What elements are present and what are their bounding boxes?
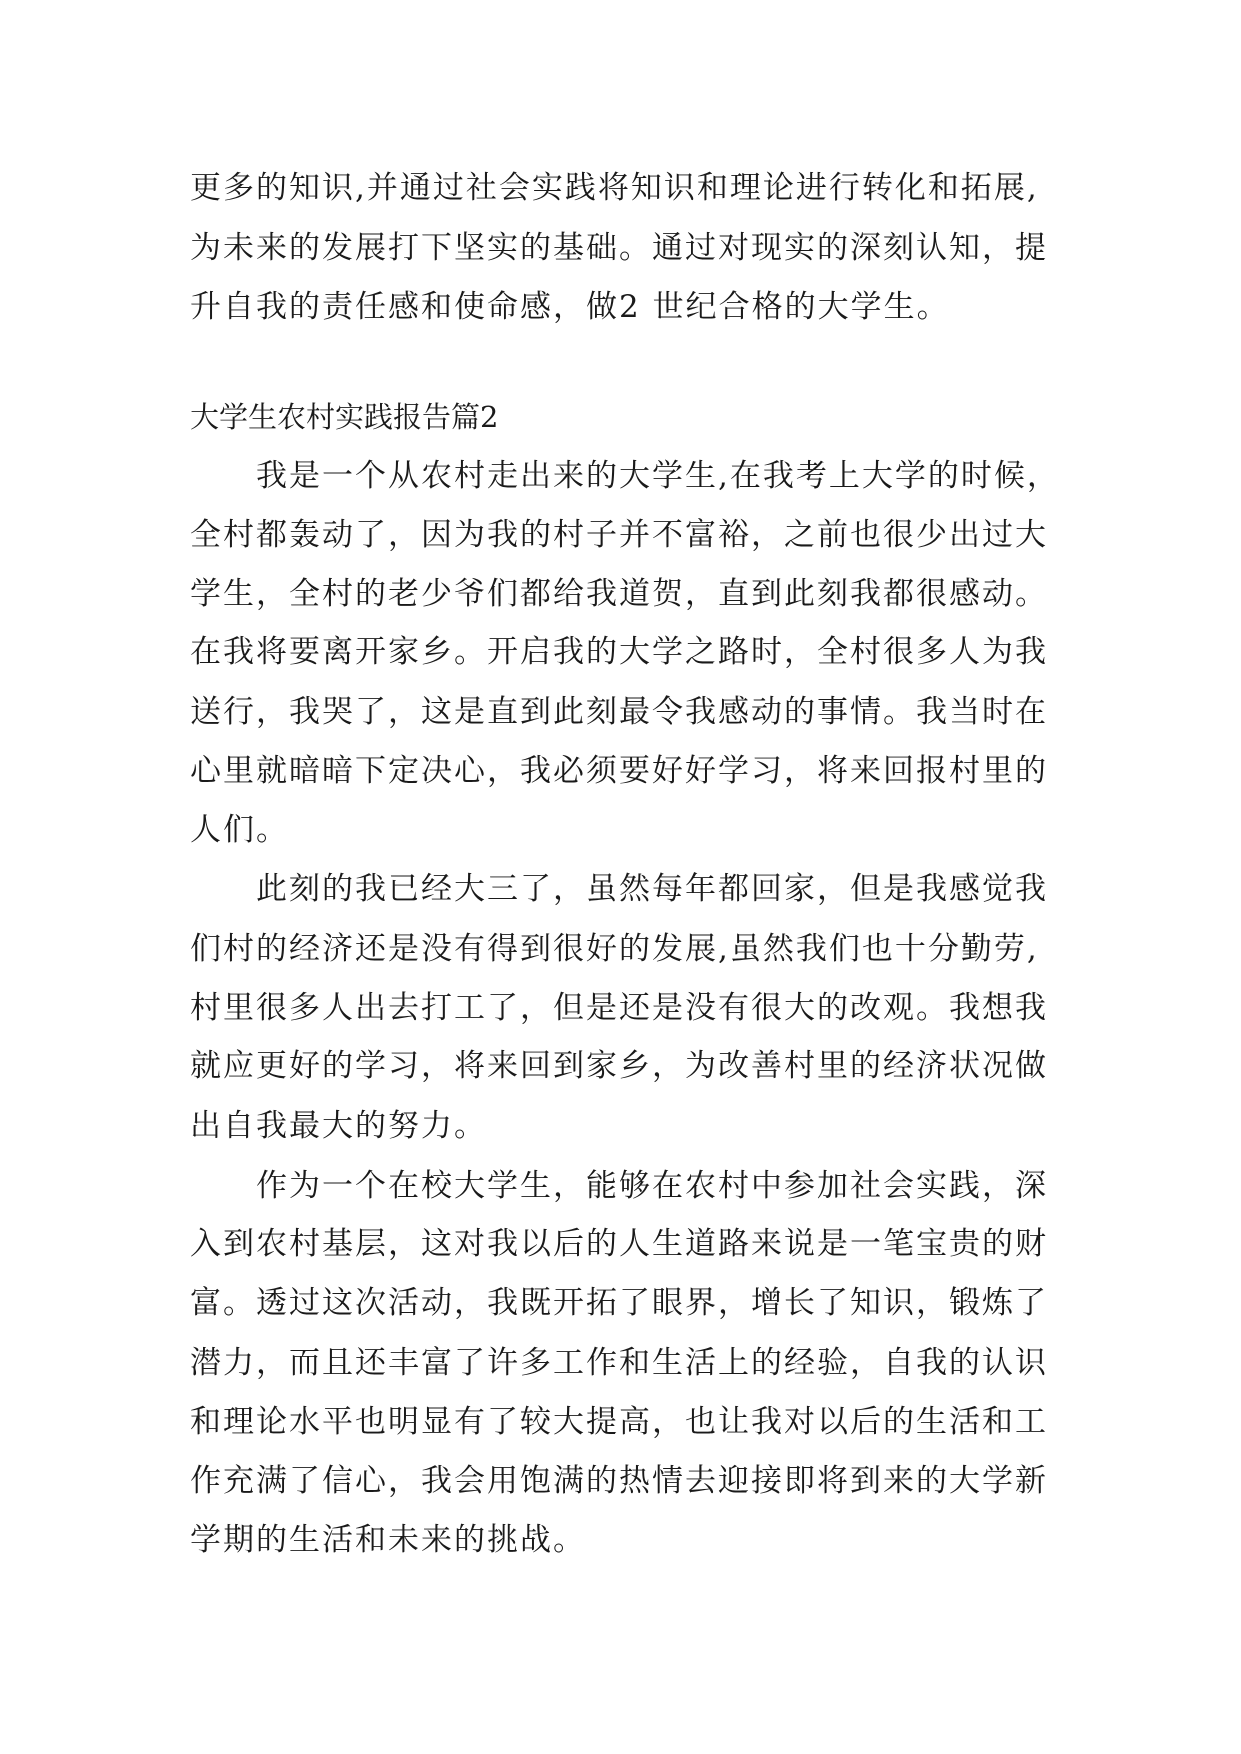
- paragraph-line: 村里很多人出去打工了，但是还是没有很大的改观。我想我: [190, 990, 1048, 1026]
- section-heading: 大学生农村实践报告篇2: [190, 400, 499, 434]
- paragraph-line: 出自我最大的努力。: [190, 1108, 487, 1144]
- intro-line: 升自我的责任感和使命感，做2 世纪合格的大学生。: [190, 289, 950, 325]
- paragraph-line: 送行，我哭了，这是直到此刻最令我感动的事情。我当时在: [190, 694, 1048, 730]
- paragraph-line: 我是一个从农村走出来的大学生,在我考上大学的时候，: [256, 458, 1060, 494]
- intro-line: 为未来的发展打下坚实的基础。通过对现实的深刻认知，提: [190, 230, 1048, 266]
- paragraph-line: 潜力，而且还丰富了许多工作和生活上的经验，自我的认识: [190, 1345, 1048, 1381]
- paragraph-line: 入到农村基层，这对我以后的人生道路来说是一笔宝贵的财: [190, 1226, 1048, 1262]
- paragraph-line: 在我将要离开家乡。开启我的大学之路时，全村很多人为我: [190, 634, 1048, 670]
- paragraph-line: 心里就暗暗下定决心，我必须要好好学习，将来回报村里的: [190, 753, 1048, 789]
- paragraph-line: 富。透过这次活动，我既开拓了眼界，增长了知识，锻炼了: [190, 1285, 1048, 1321]
- paragraph-line: 作为一个在校大学生，能够在农村中参加社会实践，深: [256, 1168, 1048, 1204]
- paragraph-line: 们村的经济还是没有得到很好的发展,虽然我们也十分勤劳,: [190, 931, 1039, 967]
- paragraph-line: 全村都轰动了，因为我的村子并不富裕，之前也很少出过大: [190, 517, 1048, 553]
- paragraph-line: 就应更好的学习，将来回到家乡，为改善村里的经济状况做: [190, 1048, 1048, 1084]
- paragraph-line: 学生，全村的老少爷们都给我道贺，直到此刻我都很感动。: [190, 576, 1048, 612]
- paragraph-line: 作充满了信心，我会用饱满的热情去迎接即将到来的大学新: [190, 1463, 1048, 1499]
- paragraph-line: 人们。: [190, 812, 289, 848]
- paragraph-line: 此刻的我已经大三了，虽然每年都回家，但是我感觉我: [256, 871, 1048, 907]
- intro-line: 更多的知识,并通过社会实践将知识和理论进行转化和拓展,: [190, 170, 1039, 206]
- paragraph-line: 和理论水平也明显有了较大提高，也让我对以后的生活和工: [190, 1404, 1048, 1440]
- paragraph-line: 学期的生活和未来的挑战。: [190, 1522, 586, 1558]
